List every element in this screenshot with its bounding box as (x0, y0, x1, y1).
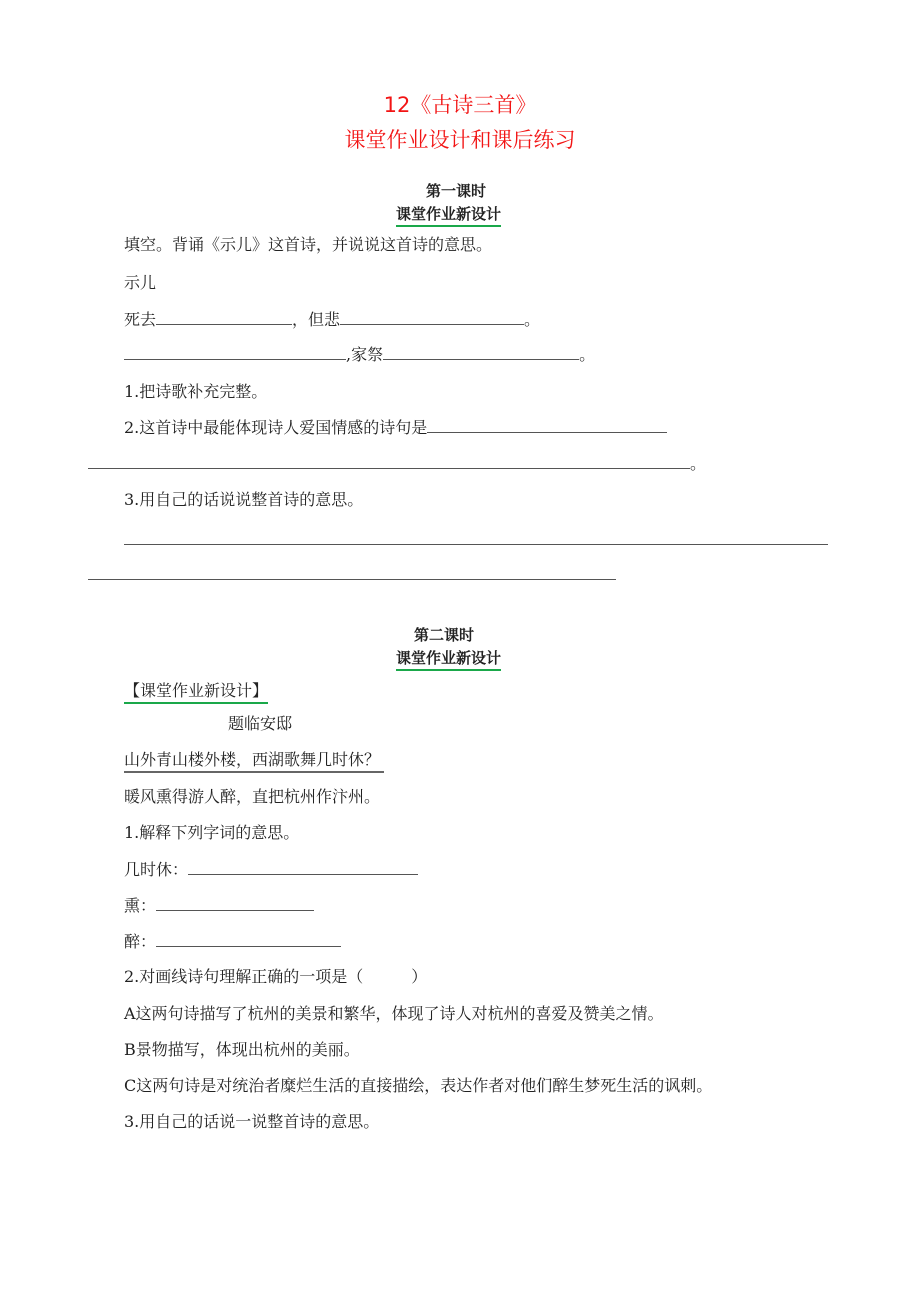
answer-blank[interactable] (156, 894, 314, 911)
lesson2-subheading: 课堂作业新设计 (396, 647, 501, 671)
lesson2-q1: 1.解释下列字词的意思。 (124, 823, 300, 842)
text: 2.这首诗中最能体现诗人爱国情感的诗句是 (124, 418, 428, 437)
option-b[interactable]: B景物描写，体现出杭州的美丽。 (124, 1040, 360, 1059)
answer-blank[interactable] (88, 452, 690, 469)
text: ，但悲 (292, 310, 341, 329)
poem-fill-line-1 (124, 308, 540, 332)
poem-title-tilinandi: 题临安邸 (228, 714, 293, 733)
word-xun (124, 894, 314, 918)
lesson1-subheading: 课堂作业新设计 (396, 203, 501, 227)
doc-subtitle: 课堂作业设计和课后练习 (344, 128, 576, 152)
answer-blank[interactable] (156, 930, 341, 947)
answer-blank[interactable] (340, 308, 524, 325)
answer-blank[interactable] (188, 858, 418, 875)
option-c[interactable]: C这两句诗是对统治者糜烂生活的直接描绘，表达作者对他们醉生梦死生活的讽刺。 (124, 1076, 713, 1095)
text: 。 (579, 345, 596, 364)
text: ,家祭 (346, 345, 384, 364)
lesson2-bracket-heading: 【课堂作业新设计】 (124, 680, 268, 704)
lesson1-q2-answer-line (88, 452, 706, 476)
poem-line-underlined: 山外青山楼外楼，西湖歌舞几时休？ (124, 749, 384, 773)
lesson2-q2: 2.对画线诗句理解正确的一项是（ ） (124, 967, 428, 986)
option-a[interactable]: A这两句诗描写了杭州的美景和繁华，体现了诗人对杭州的喜爱及赞美之情。 (124, 1004, 664, 1023)
lesson1-q2 (124, 416, 667, 440)
word-jishixiu (124, 858, 418, 882)
poem-fill-line-2 (124, 343, 595, 367)
answer-blank[interactable] (156, 308, 292, 325)
lesson1-q3: 3.用自己的话说说整首诗的意思。 (124, 490, 364, 509)
text: 。 (524, 310, 541, 329)
text: 醉： (124, 932, 157, 951)
lesson1-heading: 第一课时 (426, 182, 487, 200)
word-zui (124, 930, 341, 954)
text: 死去 (124, 310, 157, 329)
doc-title: 12《古诗三首》 (383, 93, 537, 117)
poem-line-2: 暖风熏得游人醉，直把杭州作汴州。 (124, 787, 381, 806)
text: 。 (690, 454, 707, 473)
lesson1-instruction: 填空。背诵《示儿》这首诗，并说说这首诗的意思。 (124, 235, 493, 254)
answer-blank[interactable] (427, 416, 667, 433)
poem-title-shier: 示儿 (124, 273, 157, 292)
lesson2-q3: 3.用自己的话说一说整首诗的意思。 (124, 1112, 380, 1131)
lesson2-heading: 第二课时 (414, 626, 475, 644)
answer-line[interactable] (88, 579, 616, 580)
answer-blank[interactable] (383, 343, 579, 360)
lesson1-q1: 1.把诗歌补充完整。 (124, 382, 268, 401)
text: 几时休： (124, 860, 189, 879)
answer-line[interactable] (124, 544, 828, 545)
text: 熏： (124, 896, 157, 915)
answer-blank[interactable] (124, 343, 346, 360)
